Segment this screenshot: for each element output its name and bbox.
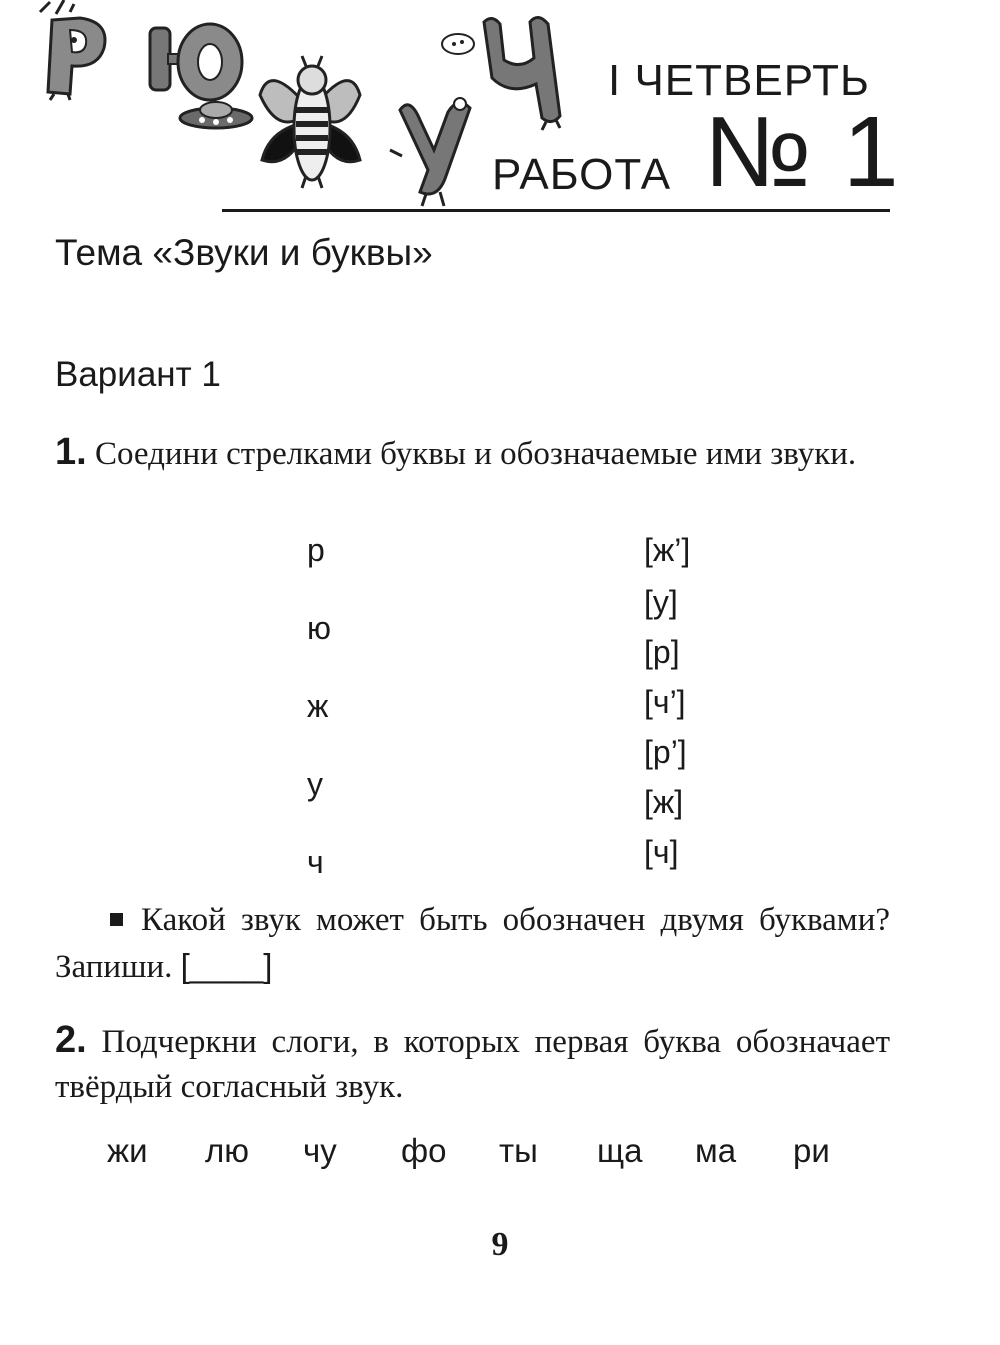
- task-2: [55, 1018, 890, 1110]
- letter-item: у: [307, 766, 323, 802]
- letter-item: ч: [307, 844, 324, 880]
- sound-item: [ч’]: [644, 684, 686, 720]
- syllable-item[interactable]: ты: [499, 1132, 538, 1169]
- task-2-text: Подчеркни слоги, в которых первая буква обозначает твёрдый согласный звук.: [55, 1024, 890, 1105]
- syllable-item[interactable]: чу: [303, 1132, 337, 1169]
- letter-item: р: [307, 532, 325, 568]
- page-number: 9: [491, 1226, 509, 1263]
- letter-zh-bee-character: [260, 56, 360, 188]
- work-number: № 1: [704, 96, 901, 208]
- work-label: РАБОТА: [492, 150, 672, 199]
- syllable-item[interactable]: ри: [793, 1132, 830, 1169]
- header-divider: [222, 209, 890, 212]
- answer-box[interactable]: [____]: [180, 947, 273, 984]
- sound-item: [ж’]: [644, 532, 691, 568]
- task-1-subtask: [55, 898, 890, 990]
- variant-heading: Вариант 1: [55, 355, 221, 394]
- task-2-number: 2.: [55, 1019, 87, 1061]
- syllable-item[interactable]: ща: [597, 1132, 643, 1169]
- syllable-item[interactable]: жи: [107, 1132, 148, 1169]
- sound-item: [р’]: [644, 734, 687, 770]
- bullet-icon: [110, 913, 123, 926]
- letter-u-character: [390, 98, 470, 206]
- subtask-text: Какой звук может быть обозначен двумя буквами? Запиши.: [55, 902, 890, 985]
- syllable-item[interactable]: лю: [205, 1132, 250, 1169]
- sound-item: [ж]: [644, 784, 684, 820]
- sound-item: [у]: [644, 584, 678, 620]
- sound-item: [р]: [644, 634, 680, 670]
- topic-heading: Тема «Звуки и буквы»: [55, 232, 433, 273]
- task-1-number: 1.: [55, 431, 87, 473]
- sound-item: [ч]: [644, 834, 679, 870]
- letter-yu-character: [150, 24, 252, 128]
- task-1: [55, 430, 890, 477]
- task-1-text: Соедини стрелками буквы и обозначаемые ими звуки.: [94, 436, 857, 472]
- quarter-label: I ЧЕТВЕРТЬ: [608, 56, 870, 105]
- syllable-item[interactable]: фо: [401, 1132, 447, 1169]
- syllable-item[interactable]: ма: [695, 1132, 737, 1169]
- letter-item: ю: [307, 610, 331, 646]
- letter-r-character: [40, 0, 105, 100]
- letter-item: ж: [307, 688, 329, 724]
